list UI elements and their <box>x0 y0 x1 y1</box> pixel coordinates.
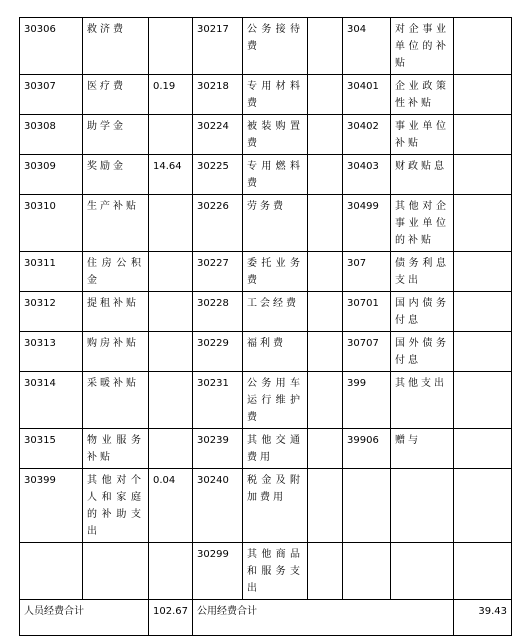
table-row <box>20 155 512 195</box>
subsidy-item-code: 307 <box>343 252 391 292</box>
public-item-value <box>308 75 343 115</box>
personnel-item-value <box>149 372 193 429</box>
subsidy-item-value <box>454 372 512 429</box>
subsidy-item-name: 赠与 <box>391 429 454 469</box>
subsidy-item-value <box>454 195 512 252</box>
public-item-value <box>308 372 343 429</box>
personnel-item-value <box>149 115 193 155</box>
table-row <box>20 332 512 372</box>
table-row <box>20 18 512 75</box>
public-item-value <box>308 195 343 252</box>
table-row <box>20 429 512 469</box>
personnel-item-name: 住房公积金 <box>83 252 149 292</box>
public-item-name: 专用燃料费 <box>243 155 308 195</box>
public-item-name: 公务用车运行维护费 <box>243 372 308 429</box>
public-item-value <box>308 292 343 332</box>
personnel-item-value <box>149 292 193 332</box>
personnel-item-code: 30315 <box>20 429 83 469</box>
personnel-item-name: 助学金 <box>83 115 149 155</box>
table-row <box>20 252 512 292</box>
public-item-code: 30227 <box>193 252 243 292</box>
subsidy-item-name: 债务利息支出 <box>391 252 454 292</box>
personnel-item-value <box>149 195 193 252</box>
subsidy-item-name: 其他支出 <box>391 372 454 429</box>
public-item-value <box>308 429 343 469</box>
table-body <box>20 18 512 600</box>
personnel-total-label: 人员经费合计 <box>20 600 149 636</box>
public-item-code: 30240 <box>193 469 243 543</box>
public-total-label: 公用经费合计 <box>193 600 454 636</box>
table-row <box>20 372 512 429</box>
personnel-item-code: 30310 <box>20 195 83 252</box>
public-item-name: 其他商品和服务支出 <box>243 543 308 600</box>
public-item-value <box>308 543 343 600</box>
table-row <box>20 469 512 543</box>
subsidy-item-code <box>343 543 391 600</box>
personnel-item-code: 30306 <box>20 18 83 75</box>
subsidy-item-code: 30402 <box>343 115 391 155</box>
public-item-name: 劳务费 <box>243 195 308 252</box>
public-item-value <box>308 115 343 155</box>
public-item-name: 公务接待费 <box>243 18 308 75</box>
subsidy-item-value <box>454 115 512 155</box>
public-item-name: 税金及附加费用 <box>243 469 308 543</box>
table-row <box>20 195 512 252</box>
public-item-code: 30299 <box>193 543 243 600</box>
subsidy-item-code: 30499 <box>343 195 391 252</box>
personnel-item-name: 医疗费 <box>83 75 149 115</box>
public-item-code: 30228 <box>193 292 243 332</box>
subsidy-item-code: 30701 <box>343 292 391 332</box>
subsidy-item-code: 30707 <box>343 332 391 372</box>
public-item-name: 其他交通费用 <box>243 429 308 469</box>
public-item-code: 30229 <box>193 332 243 372</box>
public-item-value <box>308 252 343 292</box>
subsidy-item-value <box>454 332 512 372</box>
personnel-item-code: 30314 <box>20 372 83 429</box>
budget-table <box>19 17 512 636</box>
subsidy-item-code: 39906 <box>343 429 391 469</box>
public-item-name: 工会经费 <box>243 292 308 332</box>
subsidy-item-code <box>343 469 391 543</box>
subsidy-item-code: 30401 <box>343 75 391 115</box>
public-item-value <box>308 469 343 543</box>
public-item-code: 30225 <box>193 155 243 195</box>
public-item-code: 30224 <box>193 115 243 155</box>
personnel-item-name: 购房补贴 <box>83 332 149 372</box>
personnel-item-code: 30309 <box>20 155 83 195</box>
personnel-item-code: 30313 <box>20 332 83 372</box>
personnel-item-value <box>149 543 193 600</box>
public-item-code: 30218 <box>193 75 243 115</box>
subsidy-item-value <box>454 543 512 600</box>
personnel-item-name: 生产补贴 <box>83 195 149 252</box>
subsidy-item-code: 399 <box>343 372 391 429</box>
subsidy-item-name: 事业单位补贴 <box>391 115 454 155</box>
public-item-value <box>308 155 343 195</box>
personnel-item-code <box>20 543 83 600</box>
subsidy-item-value <box>454 18 512 75</box>
personnel-item-code: 30311 <box>20 252 83 292</box>
public-item-name: 被装购置费 <box>243 115 308 155</box>
public-item-name: 委托业务费 <box>243 252 308 292</box>
subsidy-item-code: 304 <box>343 18 391 75</box>
public-item-name: 专用材料费 <box>243 75 308 115</box>
personnel-item-value <box>149 18 193 75</box>
personnel-item-value: 14.64 <box>149 155 193 195</box>
subsidy-item-value <box>454 292 512 332</box>
personnel-item-name: 奖励金 <box>83 155 149 195</box>
subsidy-item-name: 对企事业单位的补贴 <box>391 18 454 75</box>
subsidy-item-name: 企业政策性补贴 <box>391 75 454 115</box>
public-item-code: 30217 <box>193 18 243 75</box>
personnel-item-value: 0.19 <box>149 75 193 115</box>
public-item-code: 30239 <box>193 429 243 469</box>
personnel-item-value: 0.04 <box>149 469 193 543</box>
subsidy-item-name <box>391 543 454 600</box>
personnel-item-name: 物业服务补贴 <box>83 429 149 469</box>
table-row <box>20 115 512 155</box>
public-total-value: 39.43 <box>454 600 512 636</box>
subsidy-item-value <box>454 252 512 292</box>
table-row <box>20 75 512 115</box>
personnel-total-value: 102.67 <box>149 600 193 636</box>
personnel-item-code: 30399 <box>20 469 83 543</box>
personnel-item-name: 救济费 <box>83 18 149 75</box>
personnel-item-name: 提租补贴 <box>83 292 149 332</box>
subsidy-item-value <box>454 469 512 543</box>
personnel-item-value <box>149 332 193 372</box>
totals-row <box>20 600 512 636</box>
personnel-item-name: 采暖补贴 <box>83 372 149 429</box>
subsidy-item-name: 财政贴息 <box>391 155 454 195</box>
personnel-item-code: 30312 <box>20 292 83 332</box>
public-item-value <box>308 332 343 372</box>
subsidy-item-name: 其他对企事业单位的补贴 <box>391 195 454 252</box>
personnel-item-value <box>149 252 193 292</box>
personnel-item-code: 30307 <box>20 75 83 115</box>
personnel-item-code: 30308 <box>20 115 83 155</box>
subsidy-item-name: 国内债务付息 <box>391 292 454 332</box>
public-item-code: 30226 <box>193 195 243 252</box>
public-item-value <box>308 18 343 75</box>
subsidy-item-value <box>454 429 512 469</box>
table-row <box>20 292 512 332</box>
subsidy-item-code: 30403 <box>343 155 391 195</box>
public-item-name: 福利费 <box>243 332 308 372</box>
totals-body <box>20 600 512 636</box>
subsidy-item-name: 国外债务付息 <box>391 332 454 372</box>
personnel-item-name <box>83 543 149 600</box>
table-row <box>20 543 512 600</box>
personnel-item-value <box>149 429 193 469</box>
subsidy-item-value <box>454 155 512 195</box>
subsidy-item-value <box>454 75 512 115</box>
personnel-item-name: 其他对个人和家庭的补助支出 <box>83 469 149 543</box>
subsidy-item-name <box>391 469 454 543</box>
public-item-code: 30231 <box>193 372 243 429</box>
